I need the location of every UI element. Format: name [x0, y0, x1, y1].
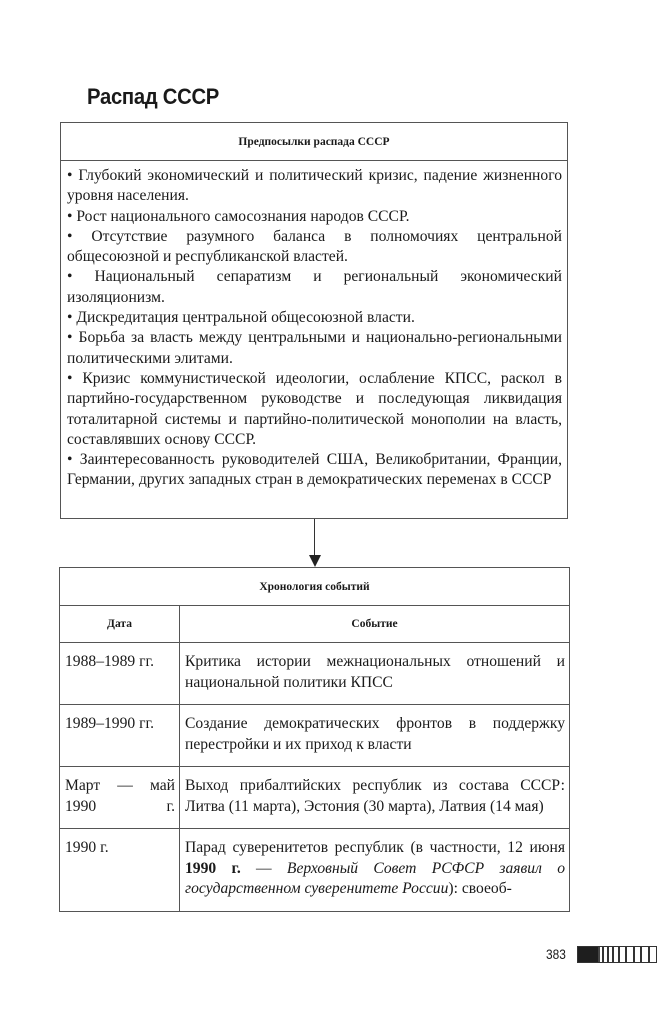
list-item: • Отсутствие разумного баланса в полномочиях центральной общесоюзной и республиканской властей.	[67, 227, 562, 266]
flow-arrow-line	[314, 519, 315, 557]
event-italic: Верховный Совет РСФСР заявил о государственном суверенитете России	[185, 859, 565, 897]
date-cell: 1989–1990 гг.	[60, 705, 180, 767]
list-item: • Кризис коммунистической идеологии, ослабление КПСС, раскол в партийно-государственном руководстве и последующая ликвидация тоталитарной системы и партийно-политической монополии на власть, составлявших основу СССР.	[67, 369, 562, 448]
list-item: • Глубокий экономический и политический кризис, падение жизненного уровня населения.	[67, 167, 562, 205]
column-header-event: Событие	[180, 606, 570, 643]
date-cell: 1988–1989 гг.	[60, 643, 180, 705]
column-header-date: Дата	[60, 606, 180, 643]
list-item: • Рост национального самосознания народов СССР.	[67, 207, 410, 225]
table-row	[60, 767, 570, 829]
arrow-down-icon	[309, 555, 321, 567]
prerequisites-box	[60, 122, 568, 519]
table-row	[60, 829, 570, 912]
event-cell: Критика истории межнациональных отношений и национальной политики КПСС	[180, 643, 570, 705]
prerequisites-list	[61, 161, 567, 491]
date-cell: 1990 г.	[60, 829, 180, 912]
list-item: • Борьба за власть между центральными и национально-региональными политическими элитами.	[67, 329, 562, 367]
list-item: • Заинтересованность руководителей США, Великобритании, Франции, Германии, других западных стран в демократических переменах в СССР	[67, 451, 562, 489]
event-text: Парад суверенитетов республик (в частности, 12 июня	[185, 839, 565, 856]
table-row	[60, 643, 570, 705]
chronology-header: Хронология событий	[60, 568, 570, 606]
prerequisites-header: Предпосылки распада СССР	[61, 123, 567, 161]
event-text-tail: ): своеоб-	[448, 880, 512, 897]
event-cell: Создание демократических фронтов в поддержку перестройки и их приход к власти	[180, 705, 570, 767]
table-row	[60, 705, 570, 767]
event-date-bold: 1990 г.	[185, 859, 241, 877]
list-item: • Национальный сепаратизм и региональный экономический изоляционизм.	[67, 268, 562, 306]
date-cell: Март — май 1990 г.	[60, 767, 180, 829]
chronology-table	[59, 567, 570, 912]
page-title: Распад СССР	[87, 84, 220, 109]
thumb-index-bar	[577, 946, 657, 963]
event-dash: —	[240, 859, 287, 877]
page-number: 383	[546, 946, 566, 962]
list-item: • Дискредитация центральной общесоюзной власти.	[67, 309, 415, 327]
event-cell: Выход прибалтийских республик из состава СССР: Литва (11 марта), Эстония (30 марта), Латвия (14 мая)	[180, 767, 570, 829]
event-cell	[180, 829, 570, 912]
